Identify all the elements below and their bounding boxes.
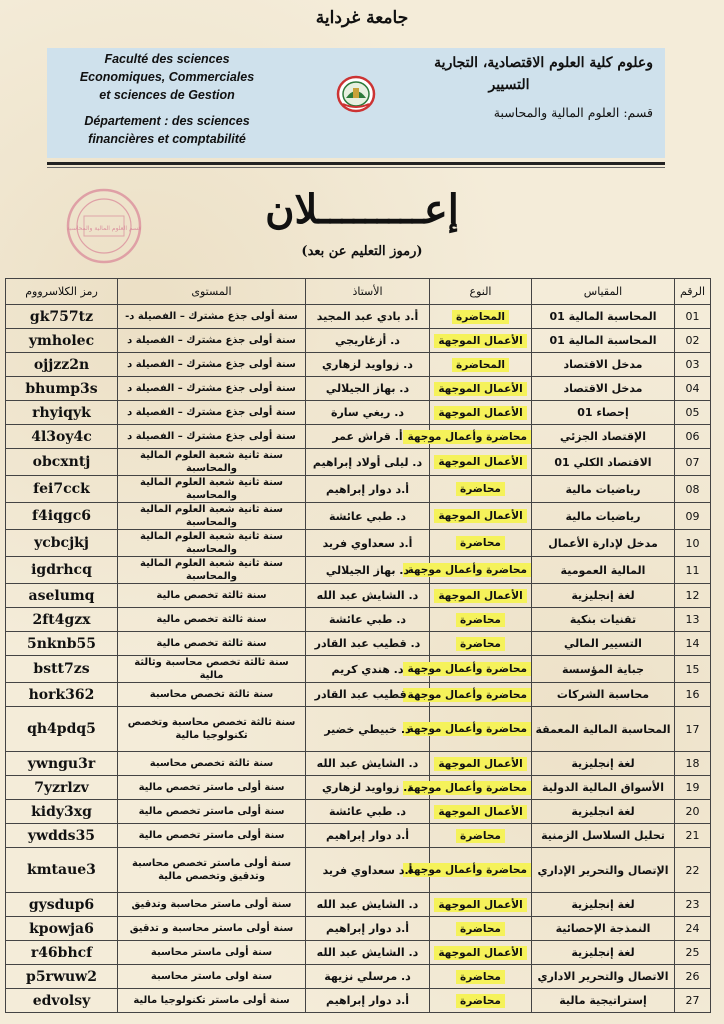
row-type-cell bbox=[430, 305, 532, 329]
row-professor: د. أزغاريجي bbox=[306, 329, 430, 353]
row-type: الأعمال الموجهة bbox=[434, 946, 526, 960]
row-professor: د. زواويد لزهاري bbox=[306, 353, 430, 377]
faculty-fr-line: Economiques, Commerciales bbox=[79, 70, 255, 84]
row-subject: لغة إنجليزية bbox=[532, 752, 675, 776]
row-subject: لغة إنجليزية bbox=[532, 584, 675, 608]
row-professor: أ.د بادي عبد المجيد bbox=[306, 305, 430, 329]
row-type: المحاضرة bbox=[452, 310, 509, 324]
row-level: سنة أولى ماستر تخصص محاسبة وتدقيق وتخصص مالية bbox=[118, 848, 306, 893]
department-fr-line: financières et comptabilité bbox=[88, 132, 246, 146]
row-number: 03 bbox=[675, 353, 711, 377]
row-classroom-code[interactable]: ycbcjkj bbox=[6, 530, 118, 557]
row-type-cell bbox=[407, 707, 532, 752]
row-type: محاضرة bbox=[456, 482, 505, 496]
university-logo-icon bbox=[331, 74, 381, 114]
row-professor: د. هندي كريم bbox=[306, 656, 430, 683]
row-type-cell bbox=[430, 941, 532, 965]
row-number: 23 bbox=[675, 893, 711, 917]
row-level: سنة أولى ماستر تكنولوجيا مالية bbox=[118, 989, 306, 1013]
row-number: 04 bbox=[675, 377, 711, 401]
row-classroom-code[interactable]: ywdds35 bbox=[6, 824, 118, 848]
row-type: محاضرة bbox=[456, 922, 505, 936]
row-subject: تقنيات بنكية bbox=[532, 608, 675, 632]
row-level: سنة ثانية شعبة العلوم المالية والمحاسبة bbox=[118, 530, 306, 557]
row-subject: الإتصال والتحرير الإداري bbox=[532, 848, 675, 893]
row-subject: محاسبة الشركات bbox=[532, 683, 675, 707]
row-subject: رياضيات مالية bbox=[532, 476, 675, 503]
row-type-cell bbox=[407, 557, 532, 584]
row-type: محاضرة وأعمال موجهة bbox=[403, 563, 531, 577]
row-type-cell bbox=[430, 530, 532, 557]
row-professor: أ.د سعداوي فريد bbox=[306, 848, 430, 893]
row-type-cell bbox=[430, 800, 532, 824]
row-professor: د. الشايش عبد الله bbox=[306, 893, 430, 917]
table-row bbox=[6, 824, 711, 848]
row-number: 17 bbox=[675, 707, 711, 752]
row-type: محاضرة bbox=[456, 970, 505, 984]
row-subject: جباية المؤسسة bbox=[532, 656, 675, 683]
row-type: محاضرة وأعمال موجهة bbox=[403, 722, 531, 736]
table-row bbox=[6, 329, 711, 353]
row-level: سنة أولى جذع مشترك – الفصيلة د bbox=[118, 401, 306, 425]
row-professor: د. قطيب عبد القادر bbox=[306, 683, 430, 707]
table-row bbox=[6, 449, 711, 476]
row-subject: إحصاء 01 bbox=[532, 401, 675, 425]
row-subject: المحاسبة المالية المعمقة bbox=[532, 707, 675, 752]
row-number: 25 bbox=[675, 941, 711, 965]
row-type-cell bbox=[430, 449, 532, 476]
row-professor: أ.د سعداوي فريد bbox=[306, 530, 430, 557]
table-row bbox=[6, 503, 711, 530]
row-professor: أ.د دوار إبراهيم bbox=[306, 917, 430, 941]
row-number: 24 bbox=[675, 917, 711, 941]
row-number: 15 bbox=[675, 656, 711, 683]
row-classroom-code[interactable]: rhyiqyk bbox=[6, 401, 118, 425]
row-number: 19 bbox=[675, 776, 711, 800]
row-number: 01 bbox=[675, 305, 711, 329]
row-level: سنة أولى ماستر محاسبة bbox=[118, 941, 306, 965]
row-subject: الأسواق المالية الدولية bbox=[532, 776, 675, 800]
row-type-cell bbox=[430, 401, 532, 425]
faculty-ar-line: وعلوم كلية العلوم الاقتصادية، التجارية bbox=[434, 55, 653, 71]
table-body bbox=[6, 305, 711, 1013]
row-level: سنة ثالثة تخصص محاسبة وثالثة مالية bbox=[118, 656, 306, 683]
table-row bbox=[6, 656, 711, 683]
row-level: سنة أولى جذع مشترك – الفصيلة د- bbox=[118, 305, 306, 329]
row-type-cell bbox=[407, 848, 532, 893]
row-classroom-code[interactable]: ywngu3r bbox=[6, 752, 118, 776]
row-number: 08 bbox=[675, 476, 711, 503]
row-type: محاضرة bbox=[456, 613, 505, 627]
row-number: 27 bbox=[675, 989, 711, 1013]
row-classroom-code[interactable]: igdrhcq bbox=[6, 557, 118, 584]
row-level: سنة اولى ماستر محاسبة bbox=[118, 965, 306, 989]
table-row bbox=[6, 707, 711, 752]
row-classroom-code[interactable]: f4iqgc6 bbox=[6, 503, 118, 530]
row-type: الأعمال الموجهة bbox=[434, 589, 526, 603]
table-row bbox=[6, 776, 711, 800]
faculty-fr-line: Faculté des sciences bbox=[104, 52, 230, 66]
row-professor: د. الشايش عبد الله bbox=[306, 584, 430, 608]
row-level: سنة ثالثة تخصص مالية bbox=[118, 632, 306, 656]
row-classroom-code[interactable]: bstt7zs bbox=[6, 656, 118, 683]
row-classroom-code[interactable]: 4l3oy4c bbox=[6, 425, 118, 449]
page-subtitle: (رموز التعليم عن بعد) bbox=[301, 244, 423, 259]
row-subject: لغة إنجليزية bbox=[532, 893, 675, 917]
header-type: النوع bbox=[430, 279, 532, 305]
row-number: 12 bbox=[675, 584, 711, 608]
row-type-cell bbox=[407, 776, 532, 800]
row-type-cell bbox=[430, 353, 532, 377]
row-number: 16 bbox=[675, 683, 711, 707]
table-row bbox=[6, 557, 711, 584]
row-subject: التسيير المالي bbox=[532, 632, 675, 656]
row-number: 06 bbox=[675, 425, 711, 449]
row-professor: أ.د دوار إبراهيم bbox=[306, 824, 430, 848]
row-type-cell bbox=[430, 824, 532, 848]
row-professor: د. الشايش عبد الله bbox=[306, 941, 430, 965]
table-row bbox=[6, 353, 711, 377]
row-professor: د. بهاز الجيلالي bbox=[306, 557, 430, 584]
row-level: سنة ثانية شعبة العلوم المالية والمحاسبة bbox=[118, 449, 306, 476]
row-number: 18 bbox=[675, 752, 711, 776]
table-row bbox=[6, 917, 711, 941]
row-classroom-code[interactable]: 7yzrlzv bbox=[6, 776, 118, 800]
row-number: 05 bbox=[675, 401, 711, 425]
department-fr-line: Département : des sciences bbox=[84, 114, 250, 128]
row-professor: د. بهاز الجيلالي bbox=[306, 377, 430, 401]
row-subject: رياضيات مالية bbox=[532, 503, 675, 530]
row-level: سنة أولى ماستر محاسبة و تدقيق bbox=[118, 917, 306, 941]
row-level: سنة أولى ماستر تخصص مالية bbox=[118, 800, 306, 824]
row-subject: لغة انجليزية bbox=[532, 800, 675, 824]
row-level: سنة ثانية شعبة العلوم المالية والمحاسبة bbox=[118, 503, 306, 530]
table-row bbox=[6, 584, 711, 608]
row-classroom-code[interactable]: aselumq bbox=[6, 584, 118, 608]
row-classroom-code[interactable]: ojjzz2n bbox=[6, 353, 118, 377]
row-level: سنة ثالثة تخصص محاسبة bbox=[118, 752, 306, 776]
row-classroom-code[interactable]: edvolsy bbox=[6, 989, 118, 1013]
row-professor: د. زواويد لزهاري bbox=[306, 776, 430, 800]
row-number: 13 bbox=[675, 608, 711, 632]
row-professor: أ.د دوار إبراهيم bbox=[306, 476, 430, 503]
row-type-cell bbox=[430, 989, 532, 1013]
university-name: جامعة غرداية bbox=[315, 8, 409, 28]
table-row bbox=[6, 608, 711, 632]
row-level: سنة أولى جذع مشترك – الفصيلة د bbox=[118, 425, 306, 449]
row-level: سنة ثالثة تخصص مالية bbox=[118, 608, 306, 632]
row-subject: تحليل السلاسل الزمنية bbox=[532, 824, 675, 848]
row-level: سنة أولى ماستر محاسبة وتدقيق bbox=[118, 893, 306, 917]
header-divider bbox=[47, 162, 665, 165]
row-type: الأعمال الموجهة bbox=[434, 509, 526, 523]
row-type: الأعمال الموجهة bbox=[434, 406, 526, 420]
row-subject: الاقتصاد الكلي 01 bbox=[532, 449, 675, 476]
row-number: 02 bbox=[675, 329, 711, 353]
row-classroom-code[interactable]: hork362 bbox=[6, 683, 118, 707]
row-subject: مدخل الاقتصاد bbox=[532, 377, 675, 401]
row-subject: مدخل لإدارة الأعمال bbox=[532, 530, 675, 557]
table-row bbox=[6, 989, 711, 1013]
row-type: محاضرة bbox=[456, 536, 505, 550]
row-level: سنة أولى جذع مشترك – الفصيلة د bbox=[118, 329, 306, 353]
faculty-fr-line: et sciences de Gestion bbox=[99, 88, 235, 102]
department-ar: قسم: العلوم المالية والمحاسبة bbox=[493, 105, 653, 120]
row-number: 10 bbox=[675, 530, 711, 557]
table-row bbox=[6, 377, 711, 401]
row-professor: د. طبي عائشة bbox=[306, 800, 430, 824]
row-professor: د. ليلى أولاد إبراهيم bbox=[306, 449, 430, 476]
table-row bbox=[6, 800, 711, 824]
department-fr bbox=[52, 112, 282, 148]
row-classroom-code[interactable]: bhump3s bbox=[6, 377, 118, 401]
row-number: 20 bbox=[675, 800, 711, 824]
row-level: سنة ثالثة تخصص محاسبة وتخصص تكنولوجيا مالية bbox=[118, 707, 306, 752]
row-classroom-code[interactable]: kmtaue3 bbox=[6, 848, 118, 893]
row-classroom-code[interactable]: r46bhcf bbox=[6, 941, 118, 965]
faculty-ar-line: التسيير bbox=[488, 77, 530, 93]
row-number: 26 bbox=[675, 965, 711, 989]
table-row bbox=[6, 941, 711, 965]
row-classroom-code[interactable]: 5nknb55 bbox=[6, 632, 118, 656]
row-type-cell bbox=[407, 683, 532, 707]
row-type: محاضرة وأعمال موجهة bbox=[403, 863, 531, 877]
row-level: سنة ثانية شعبة العلوم المالية والمحاسبة bbox=[118, 557, 306, 584]
row-number: 11 bbox=[675, 557, 711, 584]
row-subject: لغة إنجليزية bbox=[532, 941, 675, 965]
row-level: سنة ثالثة تخصص مالية bbox=[118, 584, 306, 608]
classroom-codes-table bbox=[5, 278, 711, 1013]
row-subject: إستراتيجية مالية bbox=[532, 989, 675, 1013]
row-level: سنة أولى جذع مشترك – الفصيلة د bbox=[118, 377, 306, 401]
row-type-cell bbox=[430, 965, 532, 989]
row-type: محاضرة bbox=[456, 637, 505, 651]
row-professor: د. خبيطي خضير bbox=[306, 707, 430, 752]
row-classroom-code[interactable]: kpowja6 bbox=[6, 917, 118, 941]
table-row bbox=[6, 965, 711, 989]
row-type-cell bbox=[430, 917, 532, 941]
row-type: الأعمال الموجهة bbox=[434, 757, 526, 771]
table-row bbox=[6, 305, 711, 329]
row-level: سنة أولى جذع مشترك – الفصيلة د bbox=[118, 353, 306, 377]
row-classroom-code[interactable]: qh4pdq5 bbox=[6, 707, 118, 752]
row-type: الأعمال الموجهة bbox=[434, 334, 526, 348]
row-classroom-code[interactable]: gysdup6 bbox=[6, 893, 118, 917]
row-professor: أ.د دوار إبراهيم bbox=[306, 989, 430, 1013]
row-level: سنة ثانية شعبة العلوم المالية والمحاسبة bbox=[118, 476, 306, 503]
row-type: محاضرة وأعمال موجهة bbox=[403, 662, 531, 676]
row-professor: د. الشايش عبد الله bbox=[306, 752, 430, 776]
row-level: سنة أولى ماستر تخصص مالية bbox=[118, 776, 306, 800]
row-type-cell bbox=[430, 329, 532, 353]
row-type-cell bbox=[407, 656, 532, 683]
row-type-cell bbox=[430, 503, 532, 530]
row-professor: د. قطيب عبد القادر bbox=[306, 632, 430, 656]
row-type: محاضرة bbox=[456, 829, 505, 843]
row-type: الأعمال الموجهة bbox=[434, 382, 526, 396]
row-type-cell bbox=[430, 632, 532, 656]
table-row bbox=[6, 530, 711, 557]
row-professor: أ. قراش عمر bbox=[306, 425, 430, 449]
header-subject: المقياس bbox=[532, 279, 675, 305]
row-number: 22 bbox=[675, 848, 711, 893]
row-number: 14 bbox=[675, 632, 711, 656]
row-type-cell bbox=[430, 608, 532, 632]
row-subject: الاتصال والتحرير الاداري bbox=[532, 965, 675, 989]
row-professor: د. ريغي سارة bbox=[306, 401, 430, 425]
table-row bbox=[6, 476, 711, 503]
table-row bbox=[6, 752, 711, 776]
table-row bbox=[6, 893, 711, 917]
row-subject: الإقتصاد الجزئي bbox=[532, 425, 675, 449]
row-number: 07 bbox=[675, 449, 711, 476]
table-row bbox=[6, 632, 711, 656]
header-divider-thin bbox=[47, 167, 665, 168]
header-code: رمز الكلاسرووم bbox=[6, 279, 118, 305]
row-type-cell bbox=[430, 584, 532, 608]
row-level: سنة أولى ماستر تخصص مالية bbox=[118, 824, 306, 848]
table-row bbox=[6, 683, 711, 707]
row-type: المحاضرة bbox=[452, 358, 509, 372]
row-type: الأعمال الموجهة bbox=[434, 455, 526, 469]
row-number: 09 bbox=[675, 503, 711, 530]
row-type-cell bbox=[430, 377, 532, 401]
row-type-cell bbox=[430, 752, 532, 776]
row-subject: مدخل الاقتصاد bbox=[532, 353, 675, 377]
row-classroom-code[interactable]: p5rwuw2 bbox=[6, 965, 118, 989]
table-row bbox=[6, 425, 711, 449]
row-number: 21 bbox=[675, 824, 711, 848]
header-num: الرقم bbox=[675, 279, 711, 305]
row-level: سنة ثالثة تخصص محاسبة bbox=[118, 683, 306, 707]
row-professor: د. مرسلي نزيهة bbox=[306, 965, 430, 989]
row-type: محاضرة bbox=[456, 994, 505, 1008]
row-type-cell bbox=[430, 476, 532, 503]
row-classroom-code[interactable]: ymholec bbox=[6, 329, 118, 353]
row-type: محاضرة وأعمال موجهة bbox=[403, 688, 531, 702]
row-classroom-code[interactable]: 2ft4gzx bbox=[6, 608, 118, 632]
row-subject: المحاسبة المالية 01 bbox=[532, 305, 675, 329]
stamp-text: قسم العلوم المالية والمحاسبة bbox=[66, 225, 142, 232]
page-title: إعـــــــــلان bbox=[265, 186, 459, 233]
row-type-cell bbox=[430, 893, 532, 917]
row-classroom-code[interactable]: obcxntj bbox=[6, 449, 118, 476]
header-level: المستوى bbox=[118, 279, 306, 305]
row-subject: المالية العمومية bbox=[532, 557, 675, 584]
row-classroom-code[interactable]: kidy3xg bbox=[6, 800, 118, 824]
row-type: الأعمال الموجهة bbox=[434, 898, 526, 912]
table-row bbox=[6, 848, 711, 893]
row-subject: المحاسبة المالية 01 bbox=[532, 329, 675, 353]
row-classroom-code[interactable]: fei7cck bbox=[6, 476, 118, 503]
row-type: الأعمال الموجهة bbox=[434, 805, 526, 819]
row-professor: د. طبي عائشة bbox=[306, 503, 430, 530]
row-type: محاضرة وأعمال موجهة bbox=[403, 430, 531, 444]
row-subject: النمذجة الإحصائية bbox=[532, 917, 675, 941]
table-header-row bbox=[6, 279, 711, 305]
faculty-french-block bbox=[52, 50, 282, 148]
faculty-arabic-block bbox=[405, 52, 653, 124]
table-row bbox=[6, 401, 711, 425]
row-classroom-code[interactable]: gk757tz bbox=[6, 305, 118, 329]
row-professor: د. طبي عائشة bbox=[306, 608, 430, 632]
header-professor: الأستاذ bbox=[306, 279, 430, 305]
row-type: محاضرة وأعمال موجهة bbox=[403, 781, 531, 795]
row-type-cell bbox=[407, 425, 532, 449]
